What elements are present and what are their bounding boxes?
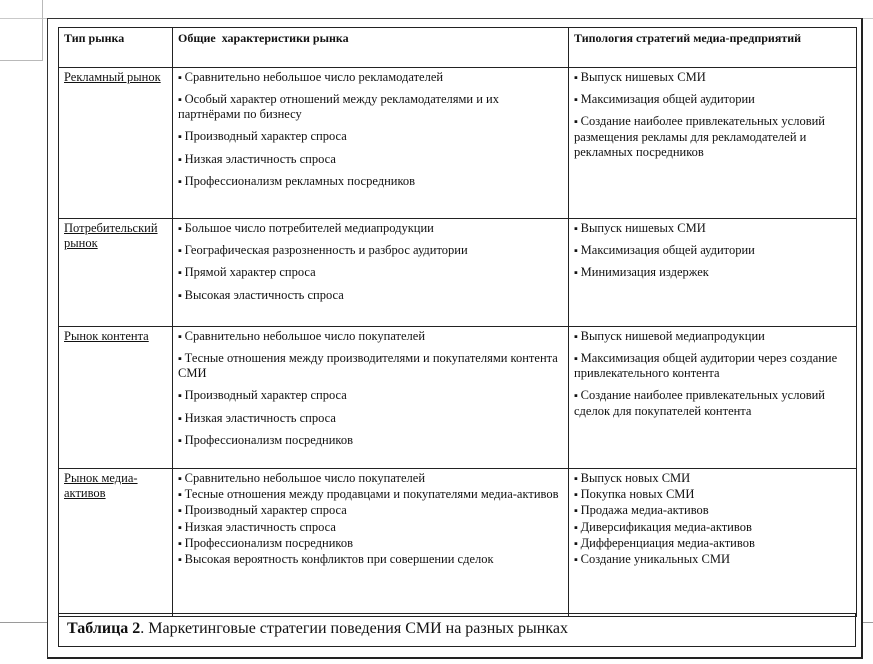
list-item: ▪ Сравнительно небольшое число рекламодателей	[178, 70, 564, 85]
list-item: ▪ Низкая эластичность спроса	[178, 520, 564, 535]
list-item: ▪ Низкая эластичность спроса	[178, 411, 564, 426]
caption-text: . Маркетинговые стратегии поведения СМИ на разных рынках	[140, 620, 568, 637]
list-item: ▪ Создание наиболее привлекательных условий размещения рекламы для рекламодателей и рекламных посредников	[574, 114, 852, 159]
list-item: ▪ Высокая эластичность спроса	[178, 288, 564, 303]
list-item: ▪ Профессионализм посредников	[178, 433, 564, 448]
header-market-type: Тип рынка	[59, 28, 173, 68]
list-item: ▪ Диверсификация медиа-активов	[574, 520, 852, 535]
list-item: ▪ Профессионализм посредников	[178, 536, 564, 551]
list-item: ▪ Производный характер спроса	[178, 129, 564, 144]
list-item: ▪ Производный характер спроса	[178, 503, 564, 518]
list-item: ▪ Производный характер спроса	[178, 388, 564, 403]
list-item: ▪ Продажа медиа-активов	[574, 503, 852, 518]
list-item: ▪ Выпуск нишевых СМИ	[574, 221, 852, 236]
table-header-row	[59, 28, 857, 68]
list-item: ▪ Географическая разрозненность и разброс аудитории	[178, 243, 564, 258]
header-characteristics: Общие характеристики рынка	[173, 28, 569, 68]
table-row	[59, 68, 857, 219]
market-name: Рынок медиа-активов	[64, 471, 138, 501]
strategies-cell	[569, 219, 857, 327]
table-row	[59, 327, 857, 469]
characteristics-cell	[173, 219, 569, 327]
list-item: ▪ Максимизация общей аудитории	[574, 92, 852, 107]
slide-corner-decoration	[0, 0, 43, 61]
list-item: ▪ Сравнительно небольшое число покупателей	[178, 471, 564, 486]
market-name: Рекламный рынок	[64, 70, 161, 84]
table-row	[59, 469, 857, 617]
table-figure	[47, 18, 863, 659]
market-cell	[59, 68, 173, 219]
characteristics-cell	[173, 327, 569, 469]
strategies-cell	[569, 327, 857, 469]
list-item: ▪ Прямой характер спроса	[178, 265, 564, 280]
strategies-cell	[569, 469, 857, 617]
caption-label: Таблица 2	[67, 620, 141, 637]
market-cell	[59, 469, 173, 617]
market-cell	[59, 327, 173, 469]
list-item: ▪ Особый характер отношений между рекламодателями и их партнёрами по бизнесу	[178, 92, 564, 122]
list-item: ▪ Выпуск новых СМИ	[574, 471, 852, 486]
header-strategies: Типология стратегий медиа-предприятий	[569, 28, 857, 68]
strategy-table	[58, 27, 857, 617]
slide-bottom-rule-left	[0, 622, 48, 623]
table-caption	[58, 613, 856, 647]
list-item: ▪ Тесные отношения между производителями и покупателями контента СМИ	[178, 351, 564, 381]
market-name: Потребительский рынок	[64, 221, 158, 251]
list-item: ▪ Выпуск нишевых СМИ	[574, 70, 852, 85]
list-item: ▪ Покупка новых СМИ	[574, 487, 852, 502]
list-item: ▪ Выпуск нишевой медиапродукции	[574, 329, 852, 344]
table-row	[59, 219, 857, 327]
list-item: ▪ Максимизация общей аудитории через создание привлекательного контента	[574, 351, 852, 381]
market-name: Рынок контента	[64, 329, 149, 343]
list-item: ▪ Профессионализм рекламных посредников	[178, 174, 564, 189]
list-item: ▪ Низкая эластичность спроса	[178, 152, 564, 167]
characteristics-cell	[173, 68, 569, 219]
characteristics-cell	[173, 469, 569, 617]
list-item: ▪ Тесные отношения между продавцами и покупателями медиа-активов	[178, 487, 564, 502]
strategies-cell	[569, 68, 857, 219]
list-item: ▪ Дифференциация медиа-активов	[574, 536, 852, 551]
list-item: ▪ Сравнительно небольшое число покупателей	[178, 329, 564, 344]
list-item: ▪ Большое число потребителей медиапродукции	[178, 221, 564, 236]
market-cell	[59, 219, 173, 327]
list-item: ▪ Создание наиболее привлекательных условий сделок для покупателей контента	[574, 388, 852, 418]
list-item: ▪ Минимизация издержек	[574, 265, 852, 280]
list-item: ▪ Высокая вероятность конфликтов при совершении сделок	[178, 552, 564, 567]
list-item: ▪ Максимизация общей аудитории	[574, 243, 852, 258]
list-item: ▪ Создание уникальных СМИ	[574, 552, 852, 567]
